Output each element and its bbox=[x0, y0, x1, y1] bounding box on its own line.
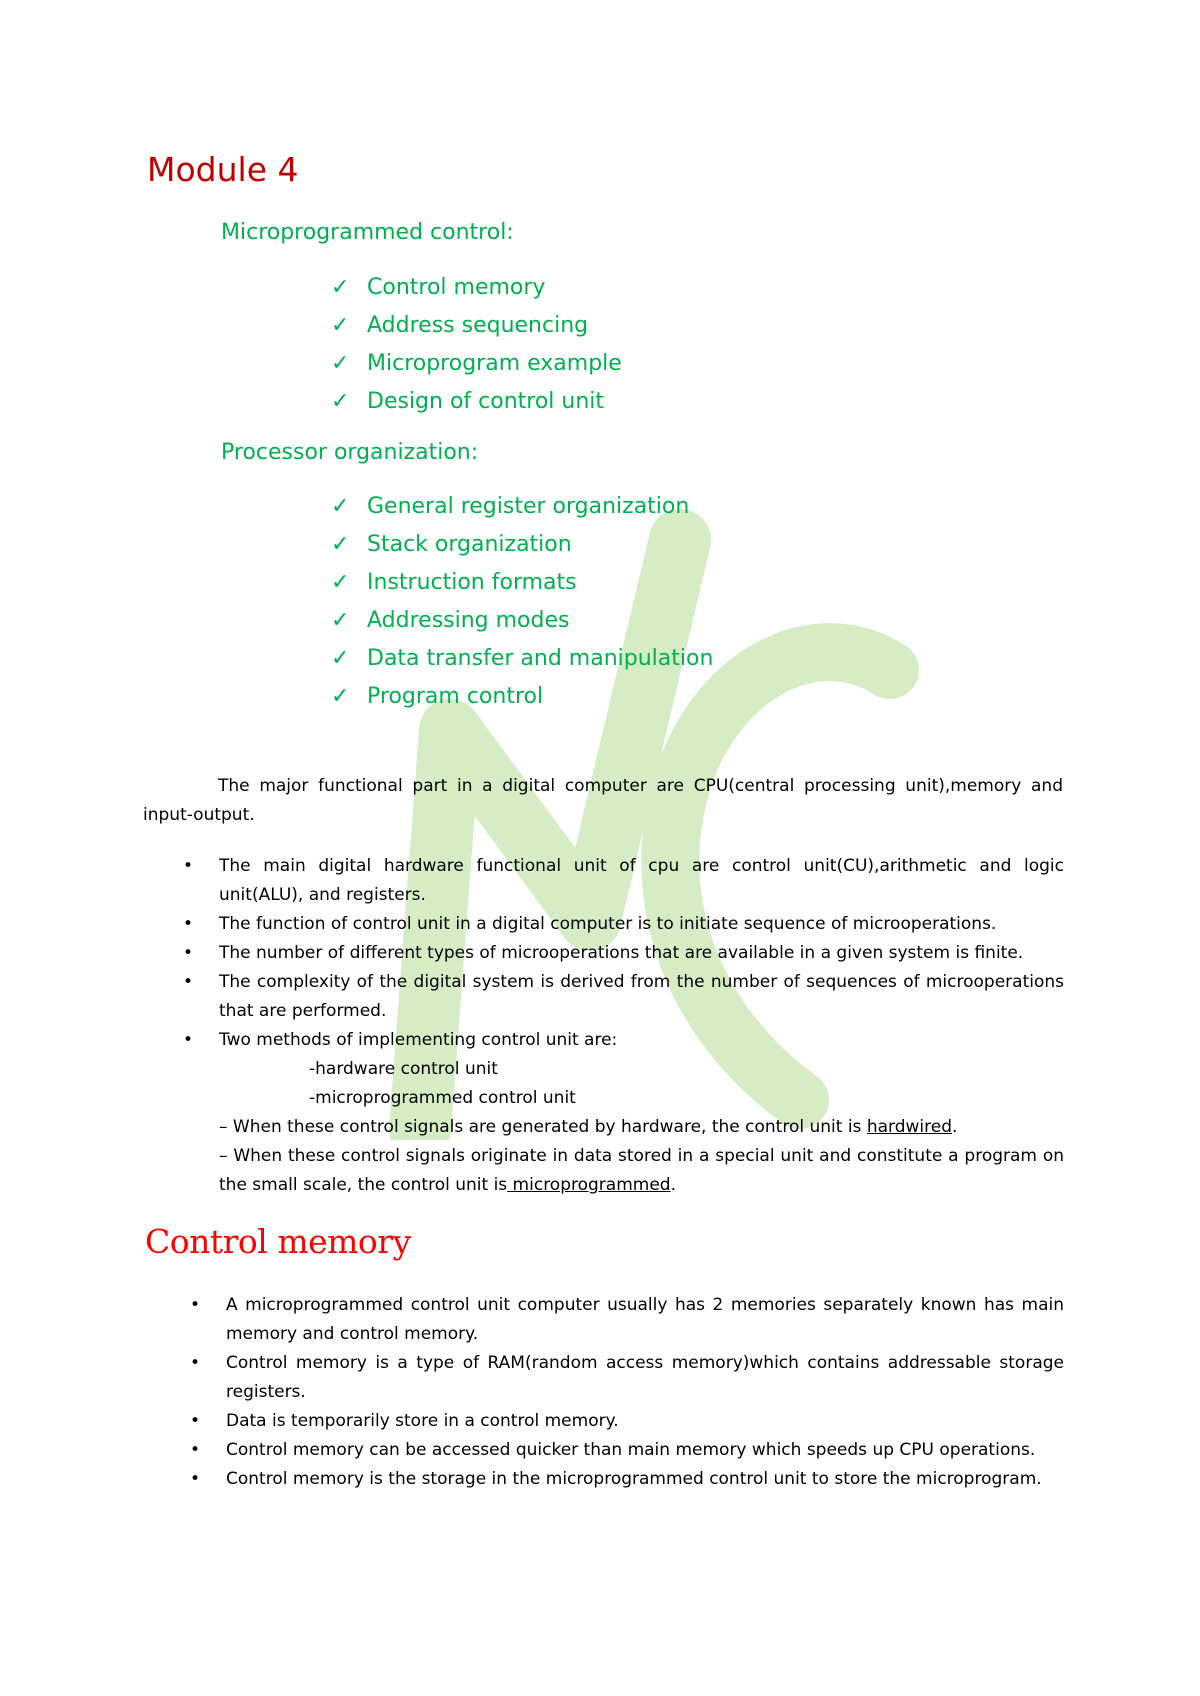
control-memory-heading: Control memory bbox=[145, 1222, 411, 1261]
dash-paragraph-microprogrammed: – When these control signals originate in data stored in a special unit and constitute a program on the small scale, the control unit is microprogrammed. bbox=[219, 1146, 1064, 1195]
dash-paragraph-hardwired: – When these control signals are generated by hardware, the control unit is hardwired. bbox=[219, 1117, 958, 1137]
control-memory-bullet-list bbox=[190, 1291, 1064, 1494]
checkmark-icon: ✓ bbox=[331, 313, 350, 338]
bullet-icon: • bbox=[190, 1353, 201, 1373]
method-microprogrammed: -microprogrammed control unit bbox=[309, 1088, 576, 1108]
cpu-bullet-list bbox=[183, 852, 1064, 1200]
list-item: • Control memory can be accessed quicker than main memory which speeds up CPU operations. bbox=[226, 1436, 1064, 1465]
microprogrammed-term: microprogrammed bbox=[507, 1175, 671, 1195]
list-item: ✓ Control memory bbox=[367, 269, 622, 307]
bullet-icon: • bbox=[183, 856, 194, 876]
bullet-icon: • bbox=[183, 1030, 194, 1050]
list-item: ✓ Design of control unit bbox=[367, 383, 622, 421]
list-item: • The number of different types of microoperations that are available in a given system is finite. bbox=[219, 939, 1064, 968]
checkmark-icon: ✓ bbox=[331, 351, 350, 376]
hardwired-term: hardwired bbox=[866, 1117, 952, 1137]
list-item: ✓ Program control bbox=[367, 678, 713, 716]
checkmark-icon: ✓ bbox=[331, 275, 350, 300]
bullet-icon: • bbox=[183, 943, 194, 963]
checkmark-icon: ✓ bbox=[331, 684, 350, 709]
intro-paragraph: The major functional part in a digital computer are CPU(central processing unit),memory and input-output. bbox=[143, 776, 1063, 825]
list-item: • Two methods of implementing control unit are: -hardware control unit -microprogrammed control unit bbox=[219, 1026, 1064, 1113]
bullet-icon: • bbox=[190, 1295, 201, 1315]
bullet-icon: • bbox=[190, 1440, 201, 1460]
list-item: ✓ Stack organization bbox=[367, 526, 713, 564]
list-item: • Control memory is a type of RAM(random access memory)which contains addressable storage registers. bbox=[226, 1349, 1064, 1407]
list-item: • Control memory is the storage in the microprogrammed control unit to store the microprogram. bbox=[226, 1465, 1064, 1494]
list-item: ✓ Addressing modes bbox=[367, 602, 713, 640]
checkmark-icon: ✓ bbox=[331, 494, 350, 519]
list-item: • The main digital hardware functional unit of cpu are control unit(CU),arithmetic and logic unit(ALU), and registers. bbox=[219, 852, 1064, 910]
list-item: • The complexity of the digital system is derived from the number of sequences of microoperations that are performed. bbox=[219, 968, 1064, 1026]
list-item: ✓ Data transfer and manipulation bbox=[367, 640, 713, 678]
checkmark-icon: ✓ bbox=[331, 608, 350, 633]
list-item: ✓ Microprogram example bbox=[367, 345, 622, 383]
microprogrammed-title: Microprogrammed control: bbox=[221, 220, 514, 245]
processor-title: Processor organization: bbox=[221, 440, 479, 465]
module-title: Module 4 bbox=[147, 150, 299, 189]
list-item: • A microprogrammed control unit computer usually has 2 memories separately known has main memory and control memory. bbox=[226, 1291, 1064, 1349]
microprogrammed-list bbox=[331, 269, 622, 421]
bullet-icon: • bbox=[183, 972, 194, 992]
list-item: • The function of control unit in a digital computer is to initiate sequence of microoperations. bbox=[219, 910, 1064, 939]
bullet-icon: • bbox=[190, 1411, 201, 1431]
checkmark-icon: ✓ bbox=[331, 389, 350, 414]
checkmark-icon: ✓ bbox=[331, 532, 350, 557]
processor-list bbox=[331, 488, 714, 716]
list-item: ✓ Instruction formats bbox=[367, 564, 713, 602]
method-hardware: -hardware control unit bbox=[309, 1059, 498, 1079]
list-item: ✓ General register organization bbox=[367, 488, 713, 526]
checkmark-icon: ✓ bbox=[331, 570, 350, 595]
list-item: • Data is temporarily store in a control memory. bbox=[226, 1407, 1064, 1436]
list-item: ✓ Address sequencing bbox=[367, 307, 622, 345]
checkmark-icon: ✓ bbox=[331, 646, 350, 671]
bullet-icon: • bbox=[190, 1469, 201, 1489]
bullet-icon: • bbox=[183, 914, 194, 934]
